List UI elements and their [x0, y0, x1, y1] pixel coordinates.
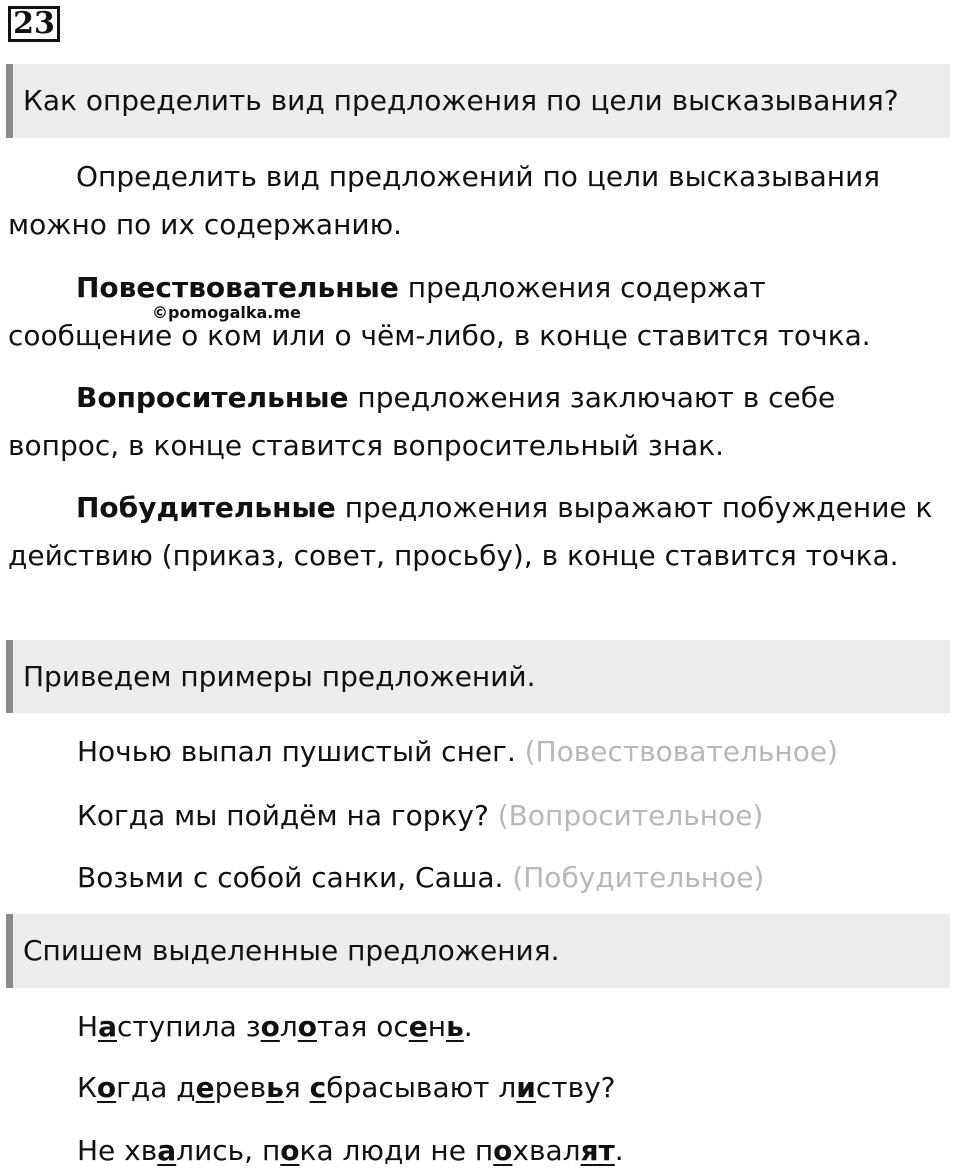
definition-term: Вопросительные — [76, 381, 349, 414]
sentence-fragment: н — [427, 1010, 447, 1043]
sentence-fragment: . — [614, 1134, 624, 1167]
sentence-fragment: я — [283, 1071, 310, 1104]
highlighted-letter: и — [516, 1071, 536, 1104]
sentence-fragment: брасывают л — [326, 1071, 517, 1104]
highlighted-letter: а — [157, 1134, 177, 1167]
watermark: ©pomogalka.me — [152, 303, 301, 322]
highlighted-letter: ь — [266, 1071, 284, 1104]
highlighted-letter: а — [98, 1010, 117, 1043]
highlighted-letter: о — [297, 1010, 317, 1043]
sentence-fragment: Н — [77, 1010, 99, 1043]
sentence-fragment: ка люди не п — [299, 1134, 494, 1167]
copied-sentence — [77, 1007, 473, 1047]
sentence-fragment: гда д — [116, 1071, 196, 1104]
sentence-fragment: л — [279, 1010, 298, 1043]
task-number: 23 — [8, 6, 60, 42]
highlighted-letter: о — [493, 1134, 513, 1167]
sentence-fragment: ству? — [535, 1071, 616, 1104]
highlighted-letter: е — [195, 1071, 215, 1104]
example-text: Возьми с собой санки, Саша. — [77, 861, 513, 894]
section-header-question — [6, 64, 950, 138]
section-header-text: Спишем выделенные предложения. — [23, 934, 560, 967]
definition-term: Побудительные — [76, 491, 336, 524]
highlighted-letter: о — [280, 1134, 300, 1167]
example-type: (Побудительное) — [512, 861, 765, 894]
definition-paragraph — [8, 374, 938, 470]
highlighted-letter: е — [408, 1010, 428, 1043]
sentence-fragment: лись, п — [176, 1134, 281, 1167]
intro-text: Определить вид предложений по цели высказывания можно по их содержанию. — [8, 160, 881, 241]
section-header-copy — [6, 914, 950, 988]
section-header-examples — [6, 640, 950, 713]
sentence-fragment: рев — [214, 1071, 267, 1104]
highlighted-letter: о — [96, 1071, 117, 1104]
highlighted-letter: ят — [580, 1134, 615, 1167]
sentence-fragment: . — [463, 1010, 473, 1043]
definition-paragraph — [8, 484, 938, 580]
example-type: (Повествовательное) — [524, 735, 838, 768]
sentence-fragment: Не хв — [77, 1134, 158, 1167]
definition-text: предложения содержат сообщение о ком или о чём-либо, в конце ставится точка. — [8, 271, 871, 352]
definition-term: Повествовательные — [76, 271, 399, 304]
example-sentence — [77, 732, 838, 772]
example-type: (Вопросительное) — [497, 799, 764, 832]
highlighted-letter: о — [260, 1010, 280, 1043]
sentence-fragment: хвал — [512, 1134, 581, 1167]
highlighted-letter: ь — [446, 1010, 464, 1043]
section-header-text: Как определить вид предложения по цели высказывания? — [23, 84, 899, 117]
copied-sentence — [77, 1131, 624, 1171]
definition-text: предложения выражают побуждение к действию (приказ, совет, просьбу), в конце ставится точка. — [8, 491, 933, 572]
example-text: Ночью выпал пушистый снег. — [77, 735, 525, 768]
definition-text: предложения заключают в себе вопрос, в конце ставится вопросительный знак. — [8, 381, 836, 462]
sentence-fragment: ступила з — [116, 1010, 261, 1043]
copied-sentence — [77, 1068, 616, 1108]
intro-paragraph — [8, 153, 938, 249]
example-text: Когда мы пойдём на горку? — [77, 799, 498, 832]
section-header-text: Приведем примеры предложений. — [23, 659, 536, 693]
example-sentence — [77, 858, 764, 898]
sentence-fragment: тая ос — [317, 1010, 409, 1043]
highlighted-letter: с — [309, 1071, 327, 1104]
definition-paragraph — [8, 264, 938, 360]
example-sentence — [77, 796, 763, 836]
sentence-fragment: К — [77, 1071, 97, 1104]
